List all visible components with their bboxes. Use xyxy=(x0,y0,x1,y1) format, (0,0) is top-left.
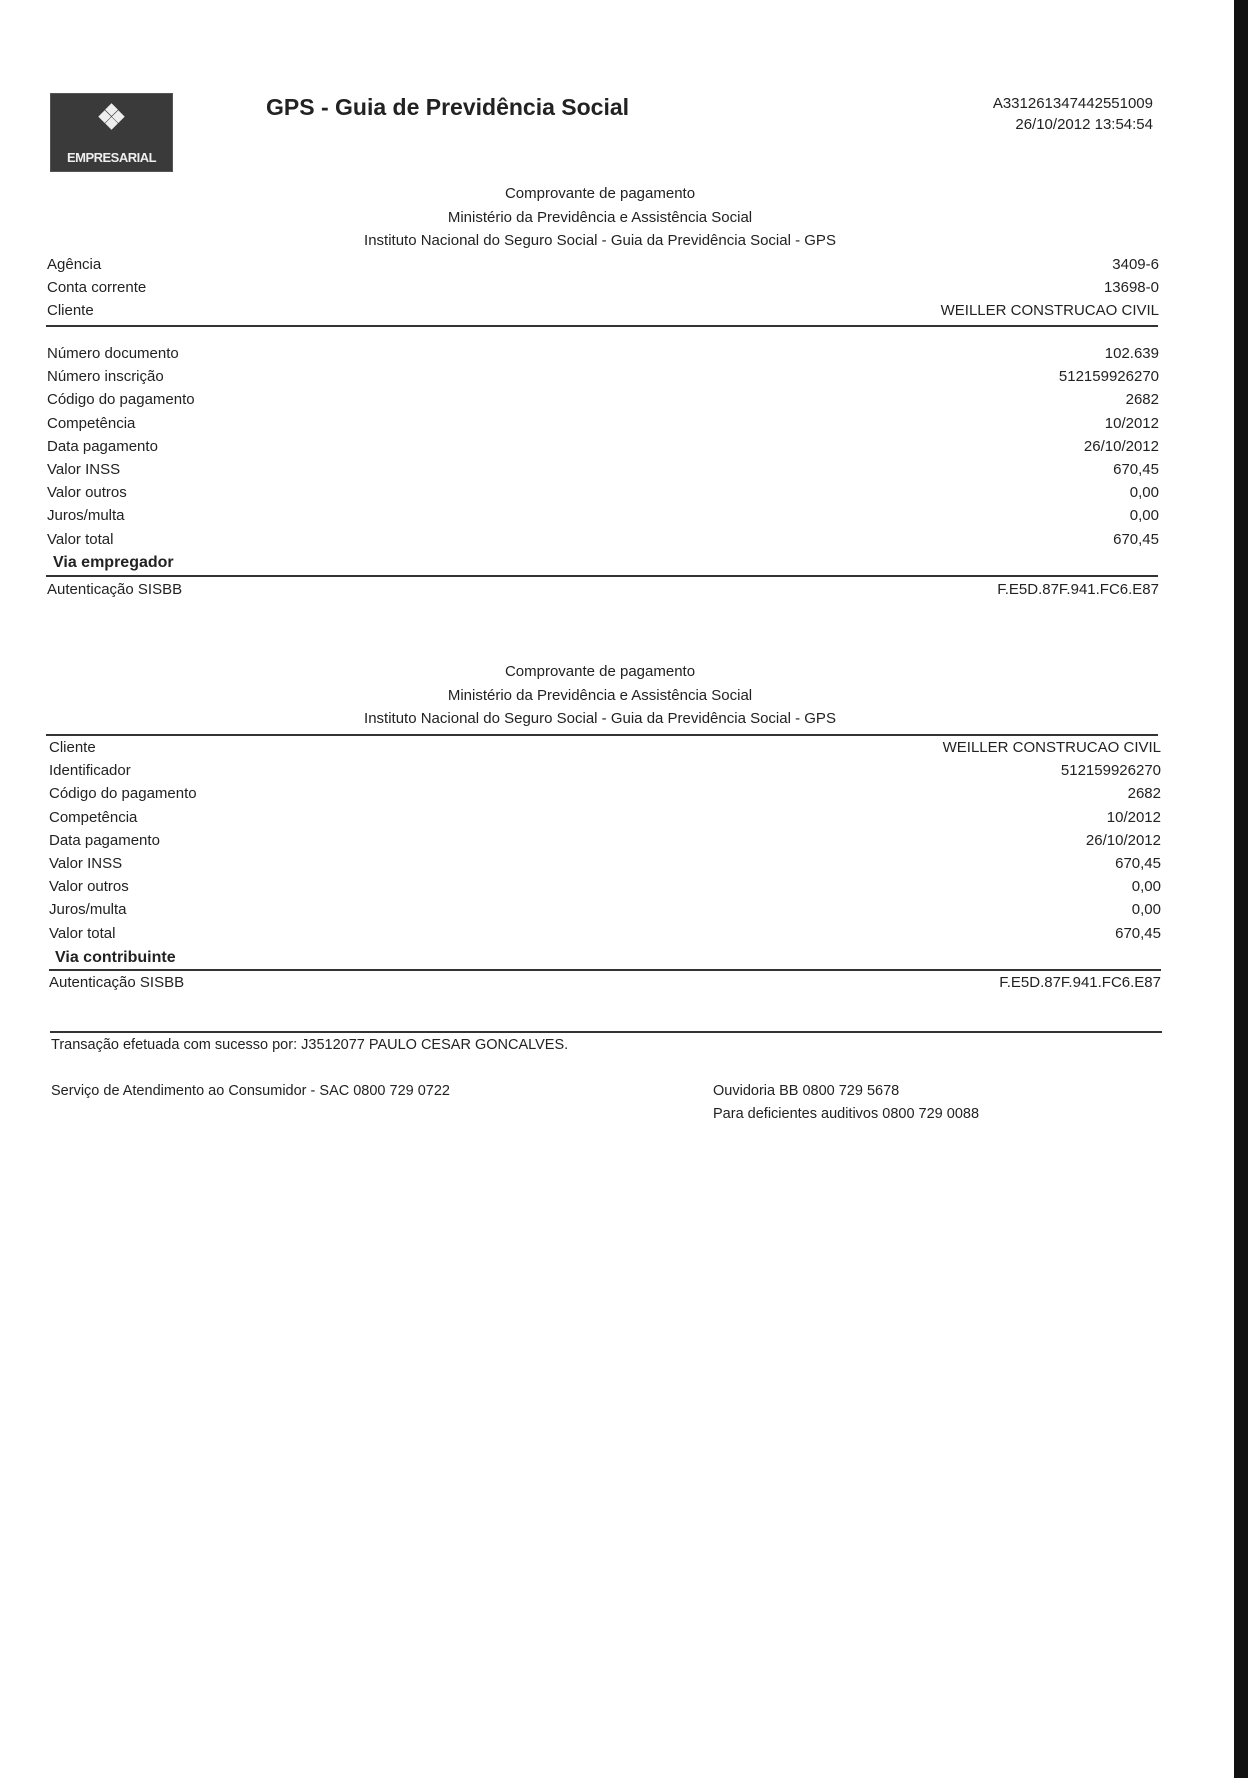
row-value: 0,00 xyxy=(1131,901,1161,919)
detail-row xyxy=(47,481,1159,504)
account-info xyxy=(47,253,1159,323)
datetime: 26/10/2012 13:54:54 xyxy=(1015,116,1153,133)
detail-row xyxy=(49,829,1161,852)
divider xyxy=(46,325,1158,327)
row-value: 670,45 xyxy=(1115,854,1161,872)
row-value: 670,45 xyxy=(1115,924,1161,942)
row-label: Valor total xyxy=(47,530,114,548)
row-label: Número documento xyxy=(47,345,179,362)
detail-row xyxy=(49,922,1161,945)
row-value: 670,45 xyxy=(1113,460,1159,478)
page-title: GPS - Guia de Previdência Social xyxy=(266,94,630,120)
employer-via xyxy=(47,551,1159,574)
row-value: F.E5D.87F.941.FC6.E87 xyxy=(999,974,1161,991)
row-label: Competência xyxy=(47,414,136,432)
row-value: 26/10/2012 xyxy=(1083,437,1159,455)
detail-row xyxy=(49,736,1161,759)
info-row xyxy=(47,253,1159,276)
heading-line: Instituto Nacional do Seguro Social - Guia da Previdência Social - GPS xyxy=(364,232,836,249)
logo-text: EMPRESARIAL xyxy=(66,150,157,165)
row-value: 2682 xyxy=(1125,391,1159,409)
row-label: Conta corrente xyxy=(47,279,147,297)
detail-row xyxy=(49,875,1161,898)
detail-row xyxy=(49,806,1161,829)
bank-logo-icon: ❖ xyxy=(96,99,127,137)
row-label: Valor outros xyxy=(49,878,129,896)
row-label: Juros/multa xyxy=(47,507,125,525)
row-label: Identificador xyxy=(49,762,131,780)
row-label: Código do pagamento xyxy=(47,391,195,409)
row-value: 670,45 xyxy=(1113,530,1159,548)
detail-row xyxy=(47,365,1159,388)
heading-line: Ministério da Previdência e Assistência Social xyxy=(447,208,753,226)
reference-block xyxy=(993,93,1153,135)
row-value: 0,00 xyxy=(1129,507,1159,525)
row-label: Autenticação SISBB xyxy=(47,581,183,598)
row-label: Data pagamento xyxy=(47,437,158,455)
detail-row xyxy=(47,342,1159,365)
row-value: WEILLER CONSTRUCAO CIVIL xyxy=(942,739,1161,756)
row-value: F.E5D.87F.941.FC6.E87 xyxy=(997,581,1159,598)
divider xyxy=(50,1031,1162,1033)
row-value: 0,00 xyxy=(1131,878,1161,896)
detail-row xyxy=(47,528,1159,551)
row-label: Juros/multa xyxy=(49,901,127,919)
row-label: Valor total xyxy=(49,924,116,942)
contributor-via xyxy=(49,946,1161,969)
row-label: Cliente xyxy=(47,302,94,320)
bank-logo xyxy=(50,93,173,172)
row-label: Valor INSS xyxy=(49,854,123,872)
row-value: 10/2012 xyxy=(1106,808,1161,826)
ouvidoria-block xyxy=(713,1080,979,1126)
employer-details xyxy=(47,342,1159,551)
detail-row xyxy=(47,388,1159,411)
row-value: 13698-0 xyxy=(1103,279,1159,297)
detail-row xyxy=(49,782,1161,805)
row-label: Data pagamento xyxy=(49,831,160,849)
info-row xyxy=(47,276,1159,299)
row-label: Número inscrição xyxy=(47,368,164,386)
row-value: 102.639 xyxy=(1104,345,1159,362)
row-value: 512159926270 xyxy=(1058,368,1159,386)
contributor-auth xyxy=(49,971,1161,994)
row-value: 512159926270 xyxy=(1060,762,1161,780)
detail-row xyxy=(47,435,1159,458)
row-value: 26/10/2012 xyxy=(1085,831,1161,849)
row-value: WEILLER CONSTRUCAO CIVIL xyxy=(940,302,1159,320)
row-value: 0,00 xyxy=(1129,484,1159,502)
detail-row xyxy=(47,412,1159,435)
detail-row xyxy=(49,898,1161,921)
employer-auth xyxy=(47,578,1159,601)
divider xyxy=(46,575,1158,577)
heading-line: Instituto Nacional do Seguro Social - Guia da Previdência Social - GPS xyxy=(364,710,836,727)
row-value: 10/2012 xyxy=(1104,414,1159,432)
heading-line: Ministério da Previdência e Assistência Social xyxy=(447,686,753,704)
detail-row xyxy=(49,759,1161,782)
row-label: Valor outros xyxy=(47,484,127,502)
deficientes-text: Para deficientes auditivos 0800 729 0088 xyxy=(713,1106,980,1122)
transaction-text: Transação efetuada com sucesso por: J3512077 PAULO CESAR GONCALVES. xyxy=(51,1037,569,1053)
heading-line: Comprovante de pagamento xyxy=(504,663,696,680)
row-label: Competência xyxy=(49,808,138,826)
detail-row xyxy=(47,458,1159,481)
detail-row xyxy=(47,504,1159,527)
row-value: 2682 xyxy=(1127,785,1161,803)
row-label: Agência xyxy=(47,256,102,273)
row-label: Código do pagamento xyxy=(49,785,197,803)
sac-text: Serviço de Atendimento ao Consumidor - SAC 0800 729 0722 xyxy=(51,1083,450,1099)
row-label: Cliente xyxy=(49,739,96,756)
ouvidoria-text: Ouvidoria BB 0800 729 5678 xyxy=(713,1083,900,1099)
section-heading-2 xyxy=(0,660,1200,731)
section-heading-1 xyxy=(0,182,1200,253)
heading-line: Comprovante de pagamento xyxy=(504,185,696,202)
detail-row xyxy=(49,852,1161,875)
row-label: Autenticação SISBB xyxy=(49,974,185,991)
via-label: Via contribuinte xyxy=(55,949,176,966)
reference-number: A331261347442551009 xyxy=(992,95,1153,112)
row-value: 3409-6 xyxy=(1112,256,1159,273)
row-label: Valor INSS xyxy=(47,460,121,478)
contributor-details xyxy=(49,736,1161,945)
scan-edge xyxy=(1234,0,1248,1778)
info-row xyxy=(47,299,1159,322)
via-label: Via empregador xyxy=(53,554,174,571)
